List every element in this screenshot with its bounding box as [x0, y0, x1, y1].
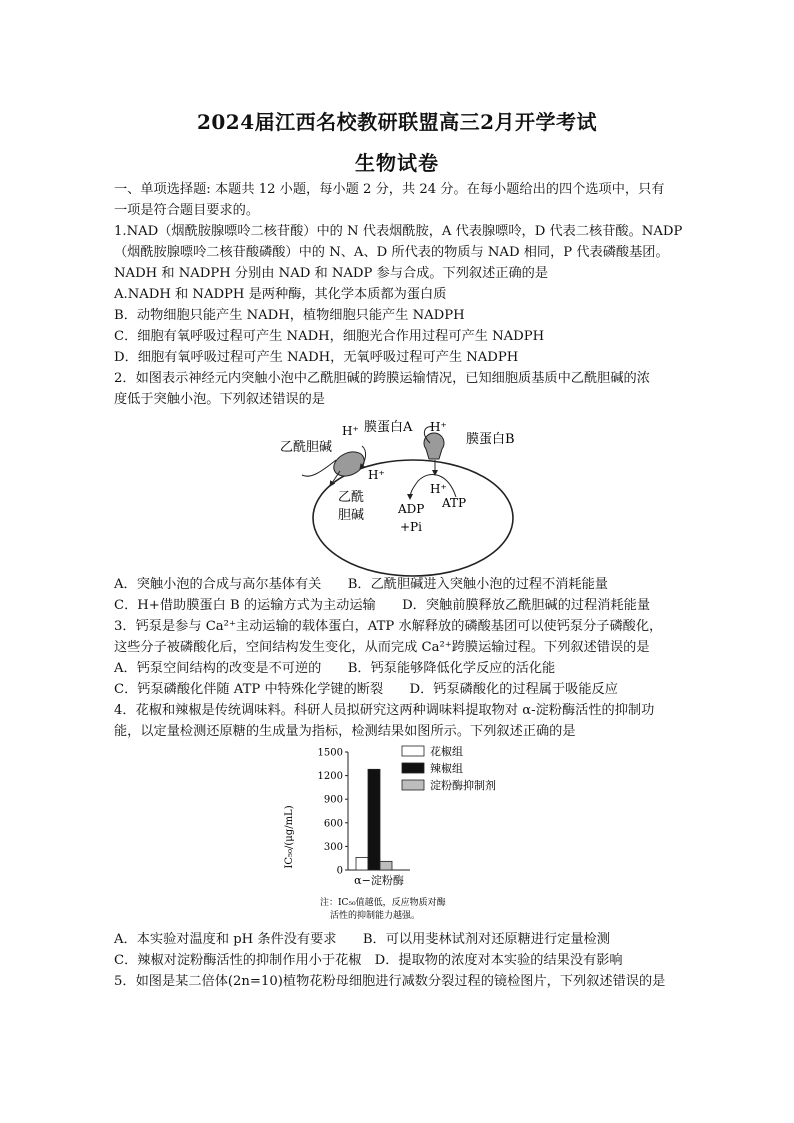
ach-inner-label-1: 乙酰: [338, 490, 365, 505]
q4-stem-1: 4．花椒和辣椒是传统调味料。科研人员拟研究这两种调味料提取物对 α-淀粉酶活性的抑制功: [114, 703, 655, 718]
section-instruction-1: 一、单项选择题: 本题共 12 小题，每小题 2 分，共 24 分。在每小题给出的四个选项中，只有: [114, 182, 665, 197]
y-axis-label: IC₅₀/(μg/mL): [284, 805, 295, 869]
exam-subject: 生物试卷: [355, 151, 439, 175]
q4-options-cd: C．辣椒对淀粉酶活性的抑制作用小于花椒 D．提取物的浓度对本实验的结果没有影响: [114, 953, 623, 968]
protein-a-label: 膜蛋白A: [364, 420, 413, 435]
bar-1: [368, 769, 380, 870]
atp-label: ATP: [442, 496, 467, 510]
ic50-bar-chart: [270, 742, 540, 927]
q1-option-a: A.NADH 和 NADPH 是两种酶，其化学本质都为蛋白质: [114, 287, 447, 302]
y-tick-label: 1500: [317, 747, 343, 759]
y-tick-label: 0: [336, 865, 343, 877]
synaptic-vesicle-diagram: [270, 413, 530, 583]
y-tick-label: 900: [323, 794, 343, 806]
q1-option-c: C．细胞有氧呼吸过程可产生 NADH，细胞光合作用过程可产生 NADPH: [114, 329, 545, 344]
x-category-label: α−淀粉酶: [354, 874, 404, 887]
q1-stem-2: （烟酰胺腺嘌呤二核苷酸磷酸）中的 N、A、D 所代表的物质与 NAD 相同，P 代表磷酸基团。: [114, 245, 669, 260]
legend-swatch: [402, 780, 424, 790]
h-ion-label-b: H⁺: [430, 420, 447, 434]
chart-note-1: 注：IC₅₀值越低，反应物质对酶: [320, 898, 446, 908]
legend-label: 辣椒组: [430, 762, 463, 775]
h-ion-inner-b: H⁺: [430, 482, 447, 496]
h-ion-label-a: H⁺: [342, 424, 359, 438]
y-tick-label: 1200: [317, 771, 343, 783]
q5-stem-1: 5．如图是某二倍体(2n=10)植物花粉母细胞进行减数分裂过程的镜检图片，下列叙述错误的是: [114, 974, 666, 989]
ach-outer-label: 乙酰胆碱: [280, 440, 333, 455]
q4-stem-2: 能，以定量检测还原糖的生成量为指标，检测结果如图所示。下列叙述正确的是: [114, 724, 576, 739]
q3-options-cd: C．钙泵磷酸化伴随 ATP 中特殊化学键的断裂 D．钙泵磷酸化的过程属于吸能反应: [114, 682, 618, 697]
q1-stem-3: NADH 和 NADPH 分别由 NAD 和 NADP 参与合成。下列叙述正确的是: [114, 266, 549, 281]
q3-stem-1: 3．钙泵是参与 Ca²⁺主动运输的载体蛋白，ATP 水解释放的磷酸基团可以使钙泵分子磷酸化，: [114, 619, 663, 634]
legend-label: 花椒组: [430, 745, 463, 758]
q3-options-ab: A．钙泵空间结构的改变是不可逆的 B．钙泵能够降低化学反应的活化能: [114, 661, 556, 676]
q1-option-b: B．动物细胞只能产生 NADH，植物细胞只能产生 NADPH: [114, 308, 465, 323]
q2-options-cd: C．H+借助膜蛋白 B 的运输方式为主动运输 D．突触前膜释放乙酰胆碱的过程消耗能量: [114, 598, 651, 613]
y-tick-label: 600: [323, 818, 343, 830]
ach-inner-label-2: 胆碱: [338, 508, 365, 523]
legend-swatch: [402, 763, 424, 773]
membrane-protein-b-shape: [424, 433, 444, 459]
legend-swatch: [402, 746, 424, 756]
y-tick-label: 300: [323, 841, 343, 853]
bar-2: [380, 861, 392, 870]
q2-stem-1: 2．如图表示神经元内突触小泡中乙酰胆碱的跨膜运输情况，已知细胞质基质中乙酰胆碱的浓: [114, 371, 650, 386]
pi-label: +Pi: [400, 520, 422, 534]
bar-0: [356, 857, 368, 870]
membrane-protein-a-shape: [330, 447, 368, 480]
section-instruction-2: 一项是符合题目要求的。: [114, 203, 260, 218]
legend-label: 淀粉酶抑制剂: [430, 779, 496, 792]
q1-stem-1: 1.NAD（烟酰胺腺嘌呤二核苷酸）中的 N 代表烟酰胺，A 代表腺嘌呤，D 代表二核苷酸。NADP: [114, 224, 683, 239]
exam-title: 2024届江西名校教研联盟高三2月开学考试: [196, 110, 598, 134]
q4-options-ab: A．本实验对温度和 pH 条件没有要求 B．可以用斐林试剂对还原糖进行定量检测: [114, 932, 610, 947]
adp-label: ADP: [398, 502, 425, 516]
q2-options-ab: A．突触小泡的合成与高尔基体有关 B．乙酰胆碱进入突触小泡的过程不消耗能量: [114, 577, 608, 592]
h-ion-inner-a: H⁺: [368, 468, 385, 482]
q3-stem-2: 这些分子被磷酸化后，空间结构发生变化，从而完成 Ca²⁺跨膜运输过程。下列叙述错误的是: [114, 640, 650, 655]
chart-note-2: 活性的抑制能力越强。: [330, 911, 421, 921]
q1-option-d: D．细胞有氧呼吸过程可产生 NADH，无氧呼吸过程可产生 NADPH: [114, 350, 519, 365]
q2-stem-2: 度低于突触小泡。下列叙述错误的是: [114, 392, 325, 407]
protein-b-label: 膜蛋白B: [466, 432, 515, 447]
